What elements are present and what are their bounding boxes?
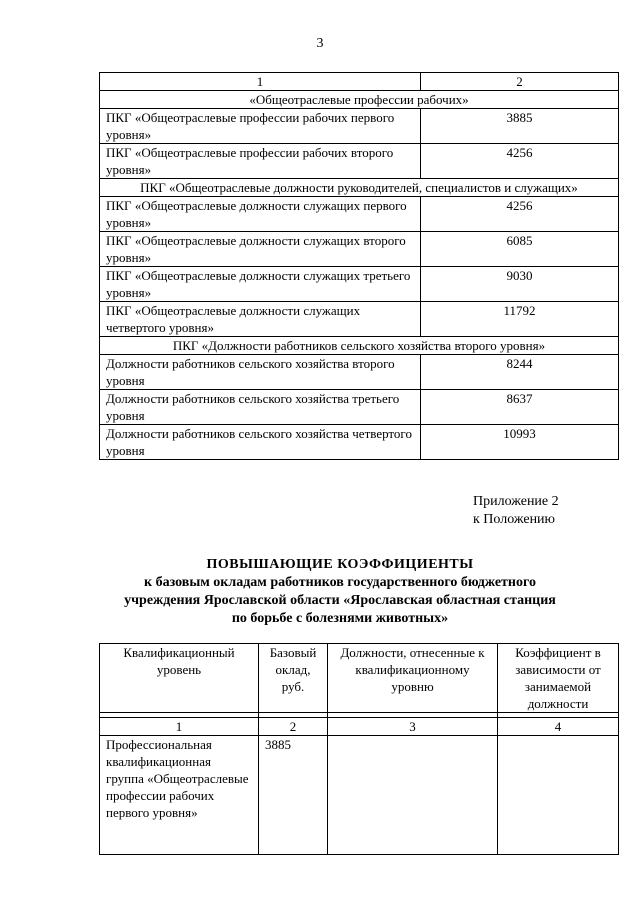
document-heading (80, 556, 600, 628)
appendix-line-1: Приложение 2 (473, 494, 559, 509)
group-title: ПКГ «Должности работников сельского хозяйства второго уровня» (100, 337, 619, 355)
group-name-cell: Должности работников сельского хозяйства второго уровня (100, 355, 421, 390)
header-positions: Должности, отнесенные к квалификационному уровню (328, 644, 498, 713)
heading-line-4: по борьбе с болезнями животных» (231, 611, 449, 626)
column-number-1: 1 (100, 718, 259, 736)
table-row (100, 390, 619, 425)
header-qualification-level: Квалификационный уровень (100, 644, 259, 713)
table-row (100, 302, 619, 337)
table-row (100, 232, 619, 267)
salary-value-cell: 6085 (421, 232, 619, 267)
salary-value-cell: 11792 (421, 302, 619, 337)
salary-value-cell: 8637 (421, 390, 619, 425)
salary-value-cell: 9030 (421, 267, 619, 302)
group-name-cell: ПКГ «Общеотраслевые профессии рабочих первого уровня» (100, 109, 421, 144)
salary-value-cell: 4256 (421, 144, 619, 179)
positions-cell (328, 736, 498, 855)
qualification-level-cell: Профессиональная квалификационная группа «Общеотраслевые профессии рабочих первого уровня» (100, 736, 259, 855)
column-number-row (100, 718, 619, 736)
group-header-row (100, 179, 619, 197)
table-row (100, 267, 619, 302)
page-number: 3 (316, 36, 324, 51)
group-header-row (100, 337, 619, 355)
salary-value-cell: 4256 (421, 197, 619, 232)
column-number-4: 4 (498, 718, 619, 736)
table-row (100, 197, 619, 232)
appendix-line-2: к Положению (473, 512, 556, 527)
heading-title: ПОВЫШАЮЩИЕ КОЭФФИЦИЕНТЫ (206, 557, 474, 572)
salary-value-cell: 10993 (421, 425, 619, 460)
table-row (100, 736, 619, 855)
salary-value-cell: 3885 (421, 109, 619, 144)
group-name-cell: ПКГ «Общеотраслевые профессии рабочих второго уровня» (100, 144, 421, 179)
table-header-row (100, 644, 619, 713)
column-number-2: 2 (259, 718, 328, 736)
group-name-cell: ПКГ «Общеотраслевые должности служащих первого уровня» (100, 197, 421, 232)
header-coefficient: Коэффициент в зависимости от занимаемой должности (498, 644, 619, 713)
table-header-row (100, 73, 619, 91)
table-row (100, 425, 619, 460)
heading-line-2: к базовым окладам работников государственного бюджетного (144, 575, 536, 590)
salary-table (99, 72, 619, 460)
group-header-row (100, 91, 619, 109)
coefficient-cell (498, 736, 619, 855)
header-base-salary: Базовый оклад, руб. (259, 644, 328, 713)
table-row (100, 109, 619, 144)
group-name-cell: ПКГ «Общеотраслевые должности служащих второго уровня» (100, 232, 421, 267)
column-number-1: 1 (100, 73, 421, 91)
table-row (100, 144, 619, 179)
coefficients-table (99, 643, 619, 855)
group-name-cell: Должности работников сельского хозяйства третьего уровня (100, 390, 421, 425)
appendix-note (473, 493, 559, 529)
group-name-cell: ПКГ «Общеотраслевые должности служащих четвертого уровня» (100, 302, 421, 337)
group-name-cell: ПКГ «Общеотраслевые должности служащих третьего уровня» (100, 267, 421, 302)
column-number-3: 3 (328, 718, 498, 736)
group-title: ПКГ «Общеотраслевые должности руководителей, специалистов и служащих» (100, 179, 619, 197)
group-name-cell: Должности работников сельского хозяйства четвертого уровня (100, 425, 421, 460)
column-number-2: 2 (421, 73, 619, 91)
group-title: «Общеотраслевые профессии рабочих» (100, 91, 619, 109)
heading-line-3: учреждения Ярославской области «Ярославская областная станция (124, 593, 556, 608)
base-salary-cell: 3885 (259, 736, 328, 855)
salary-value-cell: 8244 (421, 355, 619, 390)
table-row (100, 355, 619, 390)
